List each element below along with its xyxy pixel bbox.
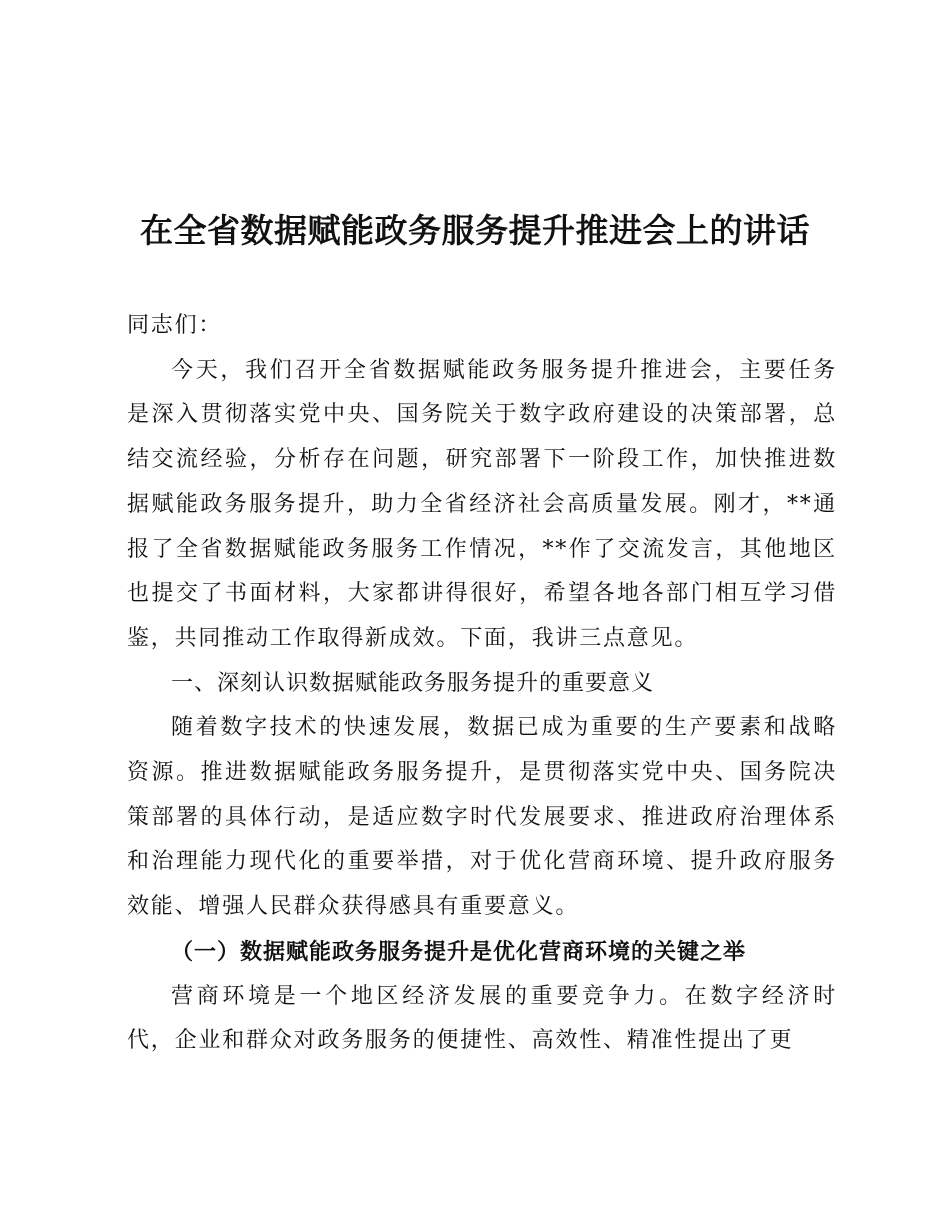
subsection-heading-1: （一）数据赋能政务服务提升是优化营商环境的关键之举 [171,938,747,965]
paragraph-opening: 今天，我们召开全省数据赋能政务服务提升推进会，主要任务是深入贯彻落实党中央、国务院关于数字政府建设的决策部署，总结交流经验，分析存在问题，研究部署下一阶段工作，加快推进数据赋能政务服务提升，助力全省经济社会高质量发展。刚才，**通报了全省数据赋能政务服务工作情况，**作了交流发言，其他地区也提交了书面材料，大家都讲得很好，希望各地各部门相互学习借鉴，共同推动工作取得新成效。下面，我讲三点意见。 [127,357,837,651]
paragraph-significance: 随着数字技术的快速发展，数据已成为重要的生产要素和战略资源。推进数据赋能政务服务提升，是贯彻落实党中央、国务院决策部署的具体行动，是适应数字时代发展要求、推进政府治理体系和治理能力现代化的重要举措，对于优化营商环境、提升政府服务效能、增强人民群众获得感具有重要意义。 [127,715,837,920]
salutation: 同志们： [127,313,223,338]
section-heading-1: 一、深刻认识数据赋能政务服务提升的重要意义 [171,670,655,696]
paragraph-business-environment: 营商环境是一个地区经济发展的重要竞争力。在数字经济时代，企业和群众对政务服务的便捷性、高效性、精准性提出了更 [127,983,837,1054]
document-title: 在全省数据赋能政务服务提升推进会上的讲话 [140,211,810,250]
document-body [127,304,837,1064]
